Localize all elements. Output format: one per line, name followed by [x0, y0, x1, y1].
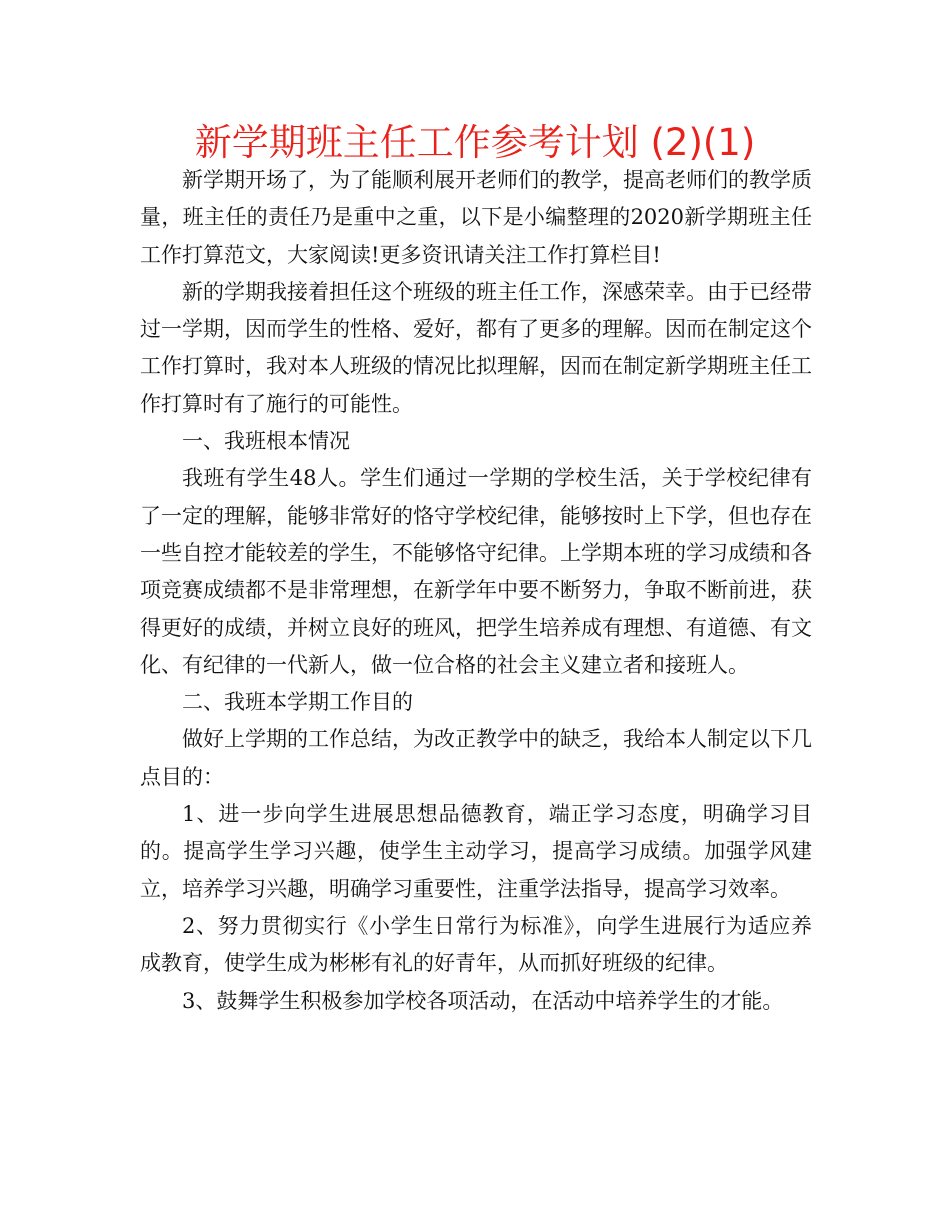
list-item-goal-3: 3、鼓舞学生积极参加学校各项活动，在活动中培养学生的才能。	[182, 988, 784, 1013]
list-item-goal-2: 2、努力贯彻实行《小学生日常行为标准》，向学生进展行为适应养成教育，使学生成为彬彬有礼的好青年，从而抓好班级的纪律。	[140, 913, 812, 976]
section-heading-basic-situation: 一、我班根本情况	[182, 429, 350, 454]
paragraph-goals-intro: 做好上学期的工作总结，为改正教学中的缺乏，我给本人制定以下几点目的：	[140, 727, 812, 789]
paragraph-class-situation: 我班有学生48人。学生们通过一学期的学校生活，关于学校纪律有了一定的理解，能够非常好的恪守学校纪律，能够按时上下学，但也存在一些自控才能较差的学生，不能够恪守纪律。上学期本班的学习成绩和各项竞赛成绩都不是非常理想，在新学年中要不断努力，争取不断前进，获得更好的成绩，并树立良好的班风，把学生培养成有理想、有道德、有文化、有纪律的一代新人，做一位合格的社会主义建立者和接班人。	[140, 466, 812, 677]
list-item-goal-1: 1、进一步向学生进展思想品德教育，端正学习态度，明确学习目的。提高学生学习兴趣，使学生主动学习，提高学习成绩。加强学风建立，培养学习兴趣，明确学习重要性，注重学法指导，提高学习效率。	[140, 802, 812, 901]
document-title: 新学期班主任工作参考计划 (2)(1)	[194, 121, 756, 164]
paragraph-intro: 新学期开场了，为了能顺利展开老师们的教学，提高老师们的教学质量，班主任的责任乃是重中之重，以下是小编整理的2020新学期班主任工作打算范文，大家阅读!更多资讯请关注工作打算栏目!	[140, 168, 812, 267]
section-heading-goals: 二、我班本学期工作目的	[182, 690, 413, 715]
document-body	[140, 162, 812, 1020]
paragraph-background: 新的学期我接着担任这个班级的班主任工作，深感荣幸。由于已经带过一学期，因而学生的性格、爱好，都有了更多的理解。因而在制定这个工作打算时，我对本人班级的情况比拟理解，因而在制定新学期班主任工作打算时有了施行的可能性。	[140, 279, 812, 416]
